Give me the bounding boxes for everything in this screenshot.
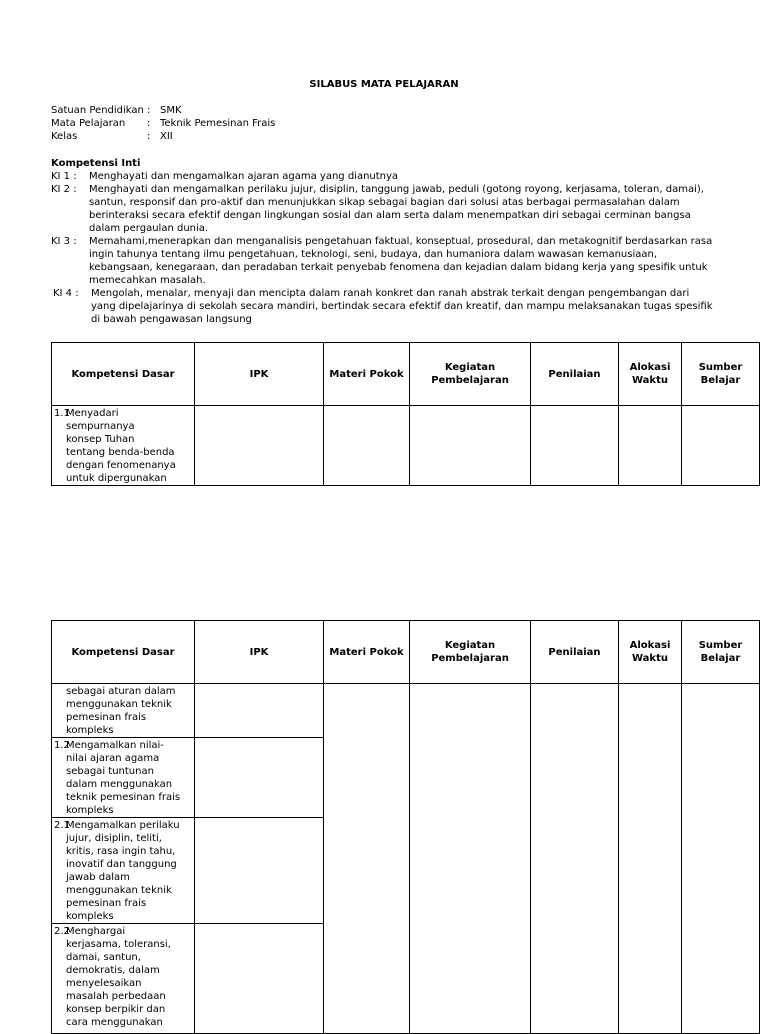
meta-row-satuan-pendidikan [51, 104, 275, 117]
header-ipk: IPK [195, 343, 324, 406]
cell-penilaian [531, 684, 619, 1034]
cell-materi-pokok [324, 406, 410, 486]
cell-kompetensi-dasar [52, 738, 195, 818]
header-penilaian: Penilaian [531, 343, 619, 406]
cell-ipk [195, 684, 324, 738]
table-row [52, 406, 760, 486]
kd-text: Mengamalkan perilaku jujur, disiplin, teliti, kritis, rasa ingin tahu, inovatif dan tanggung jawab dalam menggunakan teknik pemesinan frais kompleks [66, 820, 180, 922]
kd-number: 2.2 [54, 926, 70, 937]
meta-colon: : [147, 105, 151, 116]
header-kompetensi-dasar: Kompetensi Dasar [52, 621, 195, 684]
cell-kompetensi-dasar [52, 684, 195, 738]
cell-kompetensi-dasar [52, 406, 195, 486]
cell-kompetensi-dasar [52, 818, 195, 924]
kd-text: sebagai aturan dalam menggunakan teknik pemesinan frais kompleks [66, 686, 176, 736]
cell-sumber-belajar [682, 406, 760, 486]
meta-label: Kelas [51, 131, 78, 142]
meta-row-mata-pelajaran [51, 117, 275, 130]
meta-label: Mata Pelajaran [51, 118, 126, 129]
kd-number: 1.2 [54, 740, 70, 751]
kd-text: Mengamalkan nilai- nilai ajaran agama sebagai tuntunan dalam menggunakan teknik pemesinan frais kompleks [66, 740, 181, 816]
syllabus-table-1 [51, 342, 760, 486]
table-header-row [52, 343, 760, 406]
kompetensi-inti-list [51, 170, 716, 326]
ki-text: Memahami,menerapkan dan menganalisis pengetahuan faktual, konseptual, prosedural, dan metakognitif berdasarkan rasa ingin tahunya tentang ilmu pengetahuan, teknologi, seni, budaya, dan humaniora dalam wawasan kemanusiaan, kebangsaan, kenegaraan, dan peradaban terkait penyebab fenomena dan kejadian dalam bidang kerja yang spesifik untuk memecahkan masalah. [89, 236, 713, 286]
header-materi-pokok: Materi Pokok [324, 343, 410, 406]
syllabus-table-2 [51, 620, 760, 1034]
cell-ipk [195, 924, 324, 1034]
meta-value: XII [160, 131, 173, 142]
meta-colon: : [147, 118, 151, 129]
meta-value: Teknik Pemesinan Frais [160, 118, 276, 129]
ki-label: KI 3 : [51, 236, 77, 247]
ki-label: KI 2 : [51, 184, 77, 195]
kd-text: Menghargai kerjasama, toleransi, damai, santun, demokratis, dalam menyelesaikan masalah perbedaan konsep berpikir dan cara menggunakan [66, 926, 171, 1028]
ki-text: Menghayati dan mengamalkan perilaku jujur, disiplin, tanggung jawab, peduli (gotong royong, kerjasama, toleran, damai), santun, responsif dan pro-aktif dan menunjukkan sikap sebagai bagian dari solusi atas berbagai permasalahan dalam berinteraksi secara efektif dengan lingkungan sosial dan alam serta dalam menempatkan diri sebagai cerminan bangsa dalam pergaulan dunia. [89, 184, 704, 234]
cell-ipk [195, 406, 324, 486]
document-meta [51, 104, 275, 143]
document-title: SILABUS MATA PELAJARAN [309, 79, 459, 90]
meta-label: Satuan Pendidikan [51, 105, 144, 116]
kd-number: 1.1 [54, 408, 70, 419]
header-sumber-belajar: Sumber Belajar [682, 621, 760, 684]
ki-item-2 [51, 183, 716, 235]
cell-materi-pokok [324, 684, 410, 1034]
kd-number: 2.1 [54, 820, 70, 831]
header-ipk: IPK [195, 621, 324, 684]
kompetensi-inti-heading: Kompetensi Inti [51, 158, 141, 169]
header-kompetensi-dasar: Kompetensi Dasar [52, 343, 195, 406]
header-penilaian: Penilaian [531, 621, 619, 684]
cell-alokasi-waktu [619, 684, 682, 1034]
header-kegiatan-pembelajaran: Kegiatan Pembelajaran [410, 621, 531, 684]
ki-text: Menghayati dan mengamalkan ajaran agama yang dianutnya [89, 171, 399, 182]
header-sumber-belajar: Sumber Belajar [682, 343, 760, 406]
ki-text: Mengolah, menalar, menyaji dan mencipta dalam ranah konkret dan ranah abstrak terkait dengan pengembangan dari yang dipelajarinya di sekolah secara mandiri, bertindak secara efektif dan kreatif, dan mampu melaksanakan tugas spesifik di bawah pengawasan langsung [91, 288, 713, 325]
cell-ipk [195, 818, 324, 924]
meta-row-kelas [51, 130, 275, 143]
header-materi-pokok: Materi Pokok [324, 621, 410, 684]
cell-kegiatan-pembelajaran [410, 684, 531, 1034]
ki-item-4 [53, 287, 716, 326]
kd-text: Menyadari sempurnanya konsep Tuhan tentang benda-benda dengan fenomenanya untuk dipergunakan [66, 408, 176, 484]
cell-alokasi-waktu [619, 406, 682, 486]
table-header-row [52, 621, 760, 684]
cell-kompetensi-dasar [52, 924, 195, 1034]
meta-colon: : [147, 131, 151, 142]
header-alokasi-waktu: Alokasi Waktu [619, 621, 682, 684]
ki-label: KI 4 : [53, 288, 79, 299]
header-alokasi-waktu: Alokasi Waktu [619, 343, 682, 406]
table-row [52, 684, 760, 738]
header-kegiatan-pembelajaran: Kegiatan Pembelajaran [410, 343, 531, 406]
cell-kegiatan-pembelajaran [410, 406, 531, 486]
ki-label: KI 1 : [51, 171, 77, 182]
meta-value: SMK [160, 105, 182, 116]
cell-sumber-belajar [682, 684, 760, 1034]
cell-ipk [195, 738, 324, 818]
ki-item-3 [51, 235, 716, 287]
cell-penilaian [531, 406, 619, 486]
ki-item-1 [51, 170, 716, 183]
